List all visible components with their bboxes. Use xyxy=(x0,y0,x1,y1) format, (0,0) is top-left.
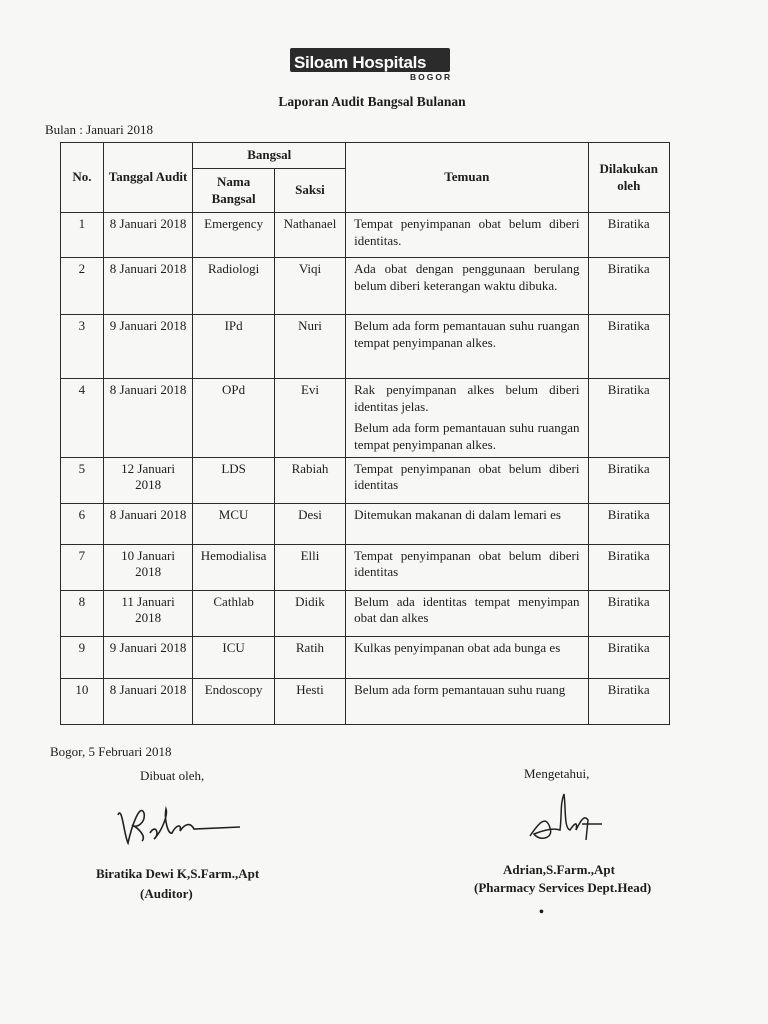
finding-item: Tempat penyimpanan obat belum diberi identitas xyxy=(354,460,580,493)
finding-text xyxy=(346,315,588,379)
audit-date: 8 Januari 2018 xyxy=(103,678,193,724)
audit-date: 9 Januari 2018 xyxy=(103,636,193,678)
finding-text xyxy=(346,636,588,678)
audit-date: 12 Januari 2018 xyxy=(103,457,193,503)
auditor-cell: Biratika xyxy=(588,590,670,636)
finding-text xyxy=(346,590,588,636)
row-number: 8 xyxy=(61,590,104,636)
audit-date: 8 Januari 2018 xyxy=(103,379,193,458)
finding-item: Tempat penyimpanan obat belum diberi identitas. xyxy=(354,216,580,248)
table-row xyxy=(61,590,670,636)
header-no: No. xyxy=(61,143,104,213)
finding-text xyxy=(346,379,588,458)
witness-name: Didik xyxy=(274,590,345,636)
finding-text xyxy=(346,457,588,503)
auditor-cell: Biratika xyxy=(588,544,670,590)
ward-name: Emergency xyxy=(193,213,274,258)
dept-head-name: Adrian,S.Farm.,Apt xyxy=(503,862,615,877)
audit-table xyxy=(60,142,670,725)
document-title: Laporan Audit Bangsal Bulanan xyxy=(278,94,466,109)
logo-badge xyxy=(290,48,450,72)
finding-text xyxy=(346,213,588,258)
ward-name: Cathlab xyxy=(193,590,274,636)
auditor-cell: Biratika xyxy=(588,315,670,379)
witness-name: Desi xyxy=(274,503,345,544)
finding-item: Ada obat dengan penggunaan berulang belum diberi keterangan waktu dibuka. xyxy=(354,261,580,293)
finding-item: Tempat penyimpanan obat belum diberi identitas xyxy=(354,547,580,580)
report-month: Bulan : Januari 2018 xyxy=(45,122,153,137)
ward-name: LDS xyxy=(193,457,274,503)
table-row xyxy=(61,379,670,458)
ward-name: ICU xyxy=(193,636,274,678)
header-ward-group: Bangsal xyxy=(193,143,346,169)
auditor-cell: Biratika xyxy=(588,636,670,678)
witness-name: Rabiah xyxy=(274,457,345,503)
finding-item: Rak penyimpanan alkes belum diberi identitas jelas. xyxy=(354,382,580,414)
table-row xyxy=(61,315,670,379)
known-by-label: Mengetahui, xyxy=(524,766,590,781)
table-row xyxy=(61,678,670,724)
witness-name: Ratih xyxy=(274,636,345,678)
logo-city: BOGOR xyxy=(410,72,453,82)
audit-table-body xyxy=(61,213,670,725)
witness-name: Viqi xyxy=(274,258,345,315)
row-number: 6 xyxy=(61,503,104,544)
witness-name: Elli xyxy=(274,544,345,590)
witness-name: Hesti xyxy=(274,678,345,724)
header-ward-name: Nama Bangsal xyxy=(193,169,274,213)
finding-item: Kulkas penyimpanan obat ada bunga es xyxy=(354,639,561,655)
table-row xyxy=(61,544,670,590)
ward-name: IPd xyxy=(193,315,274,379)
auditor-name: Biratika Dewi K,S.Farm.,Apt xyxy=(96,866,260,881)
audit-date: 9 Januari 2018 xyxy=(103,315,193,379)
row-number: 4 xyxy=(61,379,104,458)
auditor-cell: Biratika xyxy=(588,213,670,258)
place-date: Bogor, 5 Februari 2018 xyxy=(50,744,172,759)
header-finding: Temuan xyxy=(346,143,588,213)
table-row xyxy=(61,258,670,315)
auditor-cell: Biratika xyxy=(588,457,670,503)
finding-text xyxy=(346,544,588,590)
ward-name: OPd xyxy=(193,379,274,458)
row-number: 3 xyxy=(61,315,104,379)
finding-text xyxy=(346,503,588,544)
auditor-cell: Biratika xyxy=(588,503,670,544)
finding-item: Belum ada form pemantauan suhu ruangan tempat penyimpanan alkes. xyxy=(354,419,580,452)
finding-item: Belum ada identitas tempat menyimpan obat dan alkes xyxy=(354,593,580,626)
witness-name: Nuri xyxy=(274,315,345,379)
auditor-signature xyxy=(110,795,250,855)
finding-item: Belum ada form pemantauan suhu ruang xyxy=(354,681,566,697)
table-row xyxy=(61,213,670,258)
header-date: Tanggal Audit xyxy=(103,143,193,213)
dept-head-role: (Pharmacy Services Dept.Head) xyxy=(474,880,652,895)
finding-item: Belum ada form pemantauan suhu ruangan tempat penyimpanan alkes. xyxy=(354,318,580,350)
header-witness: Saksi xyxy=(274,169,345,213)
dept-head-signature xyxy=(520,784,610,854)
logo-text: Siloam Hospitals xyxy=(294,53,427,72)
audit-date: 8 Januari 2018 xyxy=(103,258,193,315)
finding-item: Ditemukan makanan di dalam lemari es xyxy=(354,506,561,522)
row-number: 2 xyxy=(61,258,104,315)
finding-text xyxy=(346,258,588,315)
mark: • xyxy=(539,905,544,920)
audit-date: 11 Januari 2018 xyxy=(103,590,193,636)
row-number: 9 xyxy=(61,636,104,678)
row-number: 5 xyxy=(61,457,104,503)
row-number: 1 xyxy=(61,213,104,258)
auditor-role: (Auditor) xyxy=(140,886,193,901)
table-row xyxy=(61,457,670,503)
made-by-label: Dibuat oleh, xyxy=(140,768,205,783)
finding-text xyxy=(346,678,588,724)
auditor-cell: Biratika xyxy=(588,258,670,315)
witness-name: Evi xyxy=(274,379,345,458)
audit-date: 8 Januari 2018 xyxy=(103,503,193,544)
hospital-logo xyxy=(290,44,455,82)
auditor-cell: Biratika xyxy=(588,678,670,724)
ward-name: Endoscopy xyxy=(193,678,274,724)
auditor-cell: Biratika xyxy=(588,379,670,458)
table-row xyxy=(61,503,670,544)
row-number: 7 xyxy=(61,544,104,590)
audit-date: 8 Januari 2018 xyxy=(103,213,193,258)
ward-name: Hemodialisa xyxy=(193,544,274,590)
header-done-by: Dilakukan oleh xyxy=(588,143,670,213)
row-number: 10 xyxy=(61,678,104,724)
ward-name: Radiologi xyxy=(193,258,274,315)
ward-name: MCU xyxy=(193,503,274,544)
audit-date: 10 Januari 2018 xyxy=(103,544,193,590)
table-row xyxy=(61,636,670,678)
witness-name: Nathanael xyxy=(274,213,345,258)
